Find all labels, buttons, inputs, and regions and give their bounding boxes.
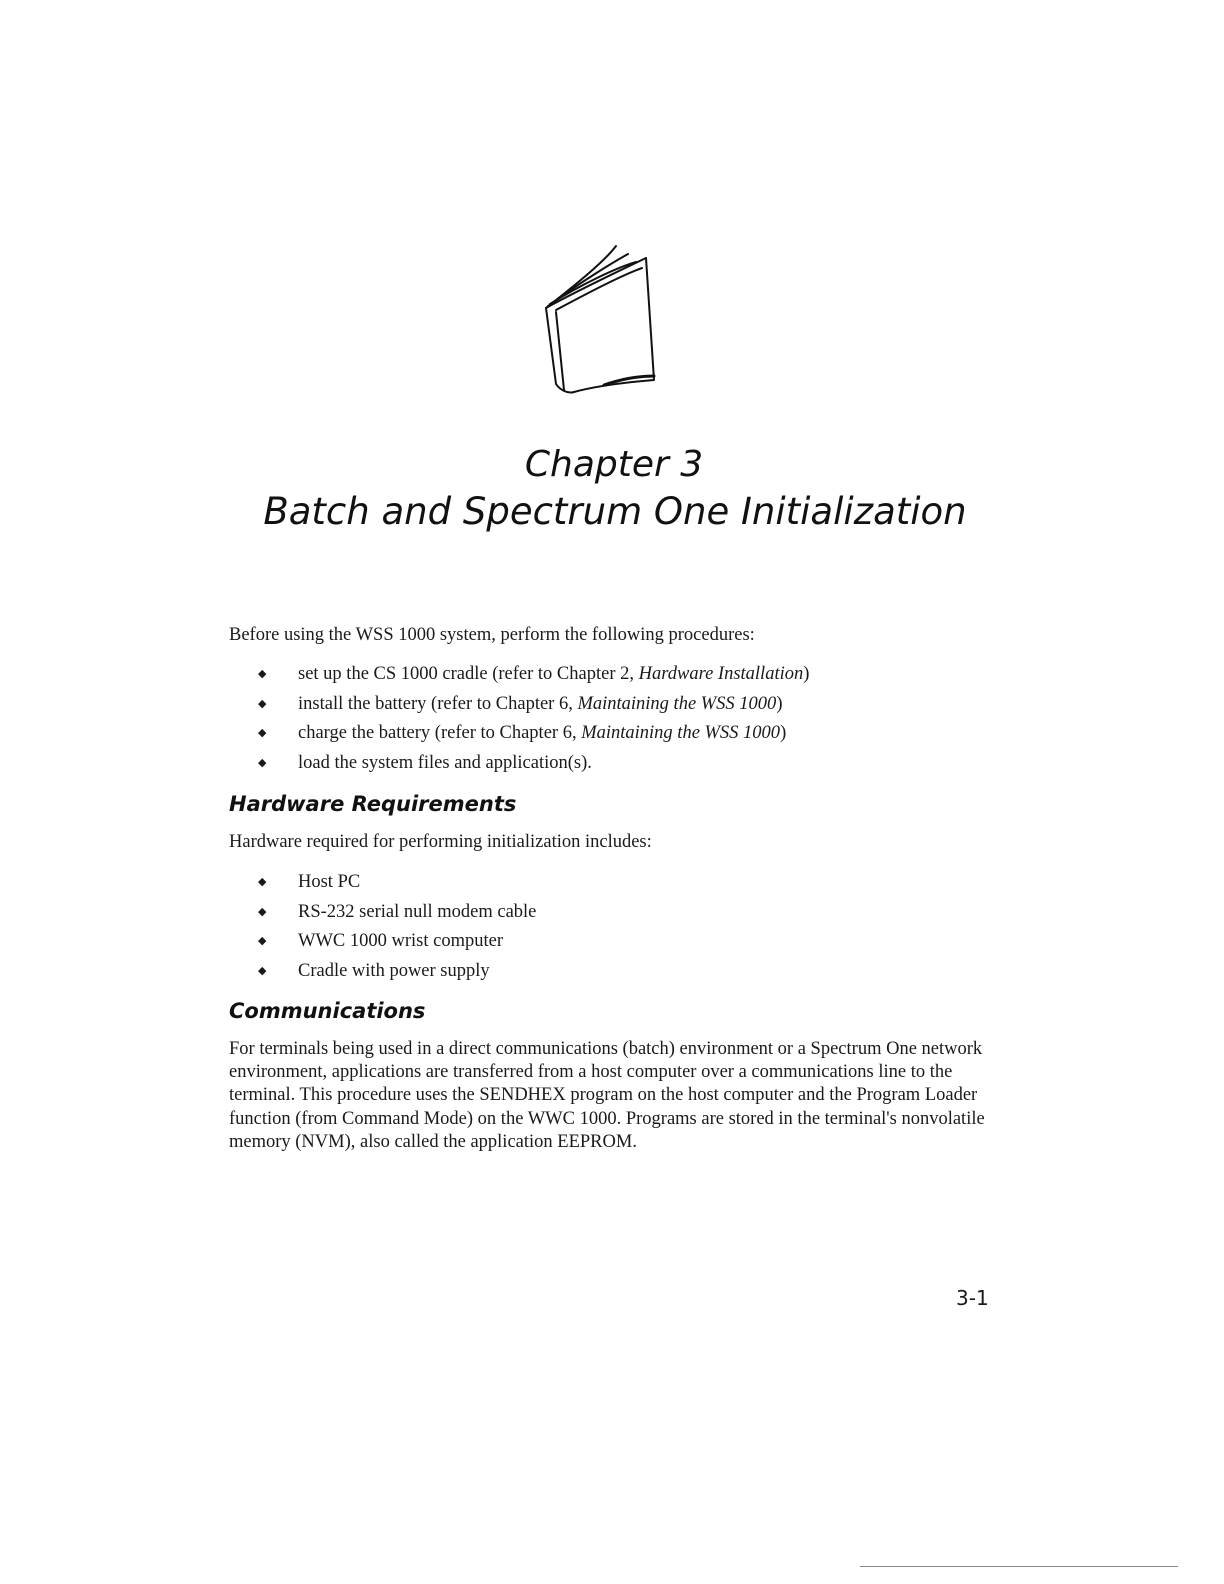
diamond-bullet-icon: ◆ — [258, 756, 267, 769]
list-item: ◆ WWC 1000 wrist computer — [258, 927, 536, 957]
diamond-bullet-icon: ◆ — [258, 697, 267, 710]
diamond-bullet-icon: ◆ — [258, 876, 267, 888]
list-item: ◆ install the battery (refer to Chapter 6, Maintaining the WSS 1000) — [258, 690, 809, 720]
diamond-bullet-icon: ◆ — [258, 964, 267, 977]
list-item: ◆ charge the battery (refer to Chapter 6, Maintaining the WSS 1000) — [258, 719, 809, 749]
page-number: 3-1 — [956, 1286, 989, 1310]
diamond-bullet-icon: ◆ — [258, 727, 267, 739]
list-item: ◆ Host PC — [258, 868, 536, 898]
book-icon — [534, 240, 662, 410]
communications-paragraph: For terminals being used in a direct communications (batch) environment or a Spectrum One network environment, applications are transferred from a host computer over a communications line to the terminal. This procedure uses the SENDHEX program on the host computer and the Program Loader function (from Command Mode) on the WWC 1000. Programs are stored in the terminal's nonvolatile memory (NVM), also called the application EEPROM. — [229, 1039, 985, 1152]
diamond-bullet-icon: ◆ — [258, 668, 267, 680]
chapter-number: Chapter 3 — [524, 444, 704, 485]
intro-text: Before using the WSS 1000 system, perform the following procedures: — [229, 625, 755, 645]
procedure-list — [258, 660, 809, 778]
cross-reference: Maintaining the WSS 1000 — [581, 723, 781, 743]
scan-artifact-line — [860, 1566, 1178, 1567]
cross-reference: Hardware Installation — [638, 664, 804, 684]
communications-heading: Communications — [229, 999, 426, 1023]
list-item: ◆ load the system files and application(s). — [258, 749, 809, 779]
hardware-intro: Hardware required for performing initialization includes: — [229, 832, 652, 852]
hardware-heading: Hardware Requirements — [229, 792, 517, 816]
list-item: ◆ RS-232 serial null modem cable — [258, 898, 536, 928]
hardware-list — [258, 868, 536, 986]
list-item: ◆ Cradle with power supply — [258, 957, 536, 987]
list-item: ◆ set up the CS 1000 cradle (refer to Chapter 2, Hardware Installation) — [258, 660, 809, 690]
chapter-title: Batch and Spectrum One Initialization — [263, 490, 967, 533]
diamond-bullet-icon: ◆ — [258, 935, 267, 947]
cross-reference: Maintaining the WSS 1000 — [577, 693, 777, 714]
diamond-bullet-icon: ◆ — [258, 905, 267, 918]
